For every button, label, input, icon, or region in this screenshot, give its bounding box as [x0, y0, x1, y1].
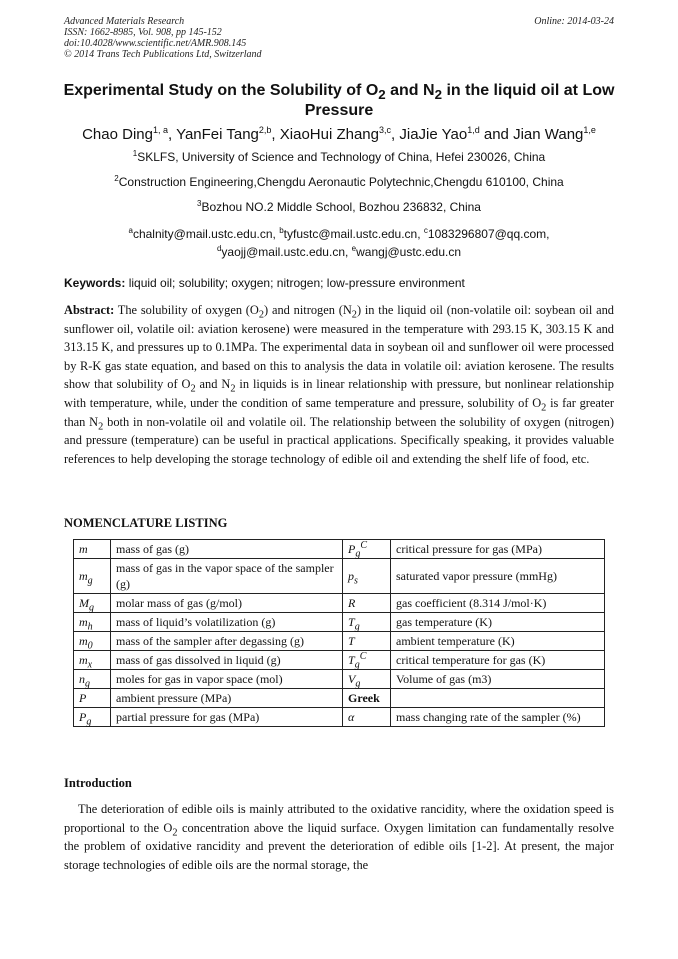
abstract-text: The solubility of oxygen (O	[114, 303, 259, 317]
description-cell: moles for gas in vapor space (mol)	[111, 670, 343, 689]
author-list	[40, 126, 638, 143]
symbol-cell	[343, 613, 391, 632]
table-row	[74, 632, 605, 651]
table-row	[74, 540, 605, 559]
description-cell: mass of liquid’s volatilization (g)	[111, 613, 343, 632]
aff-sup: 3	[197, 199, 202, 208]
keywords	[64, 276, 465, 290]
email-b[interactable]: tyfustc@mail.ustc.edu.cn,	[283, 227, 424, 241]
author-sup: 1,e	[583, 125, 596, 135]
symbol-sub: g	[87, 575, 93, 587]
abstract-text: in liquids is in linear relationship with pressure, but nonlinear relationship with temperature, while, under the condition of same temperature and pressure, solubility of O	[64, 377, 615, 410]
symbol: P	[348, 542, 356, 556]
symbol-cell	[343, 594, 391, 613]
table-row	[74, 689, 605, 708]
symbol-sub: s	[354, 575, 358, 587]
abstract-text: both in non-volatile oil and volatile oil. The relationship between the solubility of oxygen (nitrogen) and pressure (temperature) can be useful in practical applications. Specifically speaking, it provides valuable references to help developing the storage technology of edible oil and extending the shelf life of food, etc.	[64, 414, 614, 466]
author-name: Chao Ding	[82, 126, 153, 143]
symbol: P	[79, 710, 87, 724]
symbol: m	[79, 634, 88, 648]
symbol: V	[348, 672, 356, 686]
email-line-2	[40, 245, 638, 259]
journal-header	[64, 16, 614, 60]
symbol-sub: g	[86, 716, 92, 728]
author-sup: 2,b	[258, 125, 272, 135]
symbol: R	[348, 596, 356, 610]
email-sup: a	[128, 226, 133, 235]
author-sep: ,	[391, 126, 400, 143]
title-part: Experimental Study on the Solubility of O	[63, 82, 379, 99]
description-cell: gas coefficient (8.314 J/mol·K)	[391, 594, 605, 613]
symbol-cell	[74, 559, 111, 594]
intro-text: concentration above the liquid surface. Oxygen limitation can fundamentally resolve the problem of oxidative rancidity and prevent the deterioration of edible oils [1-2]. At present, the major storage technologies of edible oils are the normal storage, the	[64, 820, 614, 872]
abstract-text: ) in the liquid oil (non-volatile oil: soybean oil and sunflower oil, volatile oil: aviation kerosene) were measured in the temperature with 293.15 K, 303.15 K and 313.15 K, and pressures up to 0.1MPa. The experimental data in soybean oil and sunflower oil were processed by R-K gas state equation, and based on this to analysis the data in volatile oil: aviation kerosene. The results show that solubility of O	[64, 303, 614, 392]
symbol-sub: 0	[87, 640, 93, 652]
symbol: m	[79, 653, 88, 667]
abstract-sub: 2	[351, 309, 357, 321]
symbol-cell	[343, 559, 391, 594]
journal-issn: ISSN: 1662-8985, Vol. 908, pp 145-152	[64, 27, 222, 38]
symbol-cell	[74, 670, 111, 689]
symbol-sub: x	[87, 659, 93, 671]
description-cell: mass of the sampler after degassing (g)	[111, 632, 343, 651]
journal-doi: doi:10.4028/www.scientific.net/AMR.908.145	[64, 38, 247, 49]
aff-text: Construction Engineering,Chengdu Aeronautic Polytechnic,Chengdu 610100, China	[118, 175, 564, 189]
abstract-sub: 2	[258, 309, 265, 321]
description-cell: mass changing rate of the sampler (%)	[391, 708, 605, 727]
abstract-label: Abstract:	[64, 303, 115, 317]
email-e[interactable]: wangj@ustc.edu.cn	[356, 245, 462, 259]
nomenclature-body	[74, 540, 605, 727]
symbol-cell	[74, 708, 111, 727]
journal-info	[64, 16, 614, 60]
symbol-sub: g	[355, 678, 361, 690]
keywords-text: liquid oil; solubility; oxygen; nitrogen; low-pressure environment	[125, 276, 465, 290]
symbol: m	[79, 615, 88, 629]
symbol: α	[348, 710, 355, 724]
symbol-cell	[74, 540, 111, 559]
table-row	[74, 708, 605, 727]
symbol-cell	[343, 632, 391, 651]
description-cell: Volume of gas (m3)	[391, 670, 605, 689]
intro-text: The deterioration of edible oils is mainly attributed to the oxidative rancidity, where the oxidation speed is proportional to the O	[64, 802, 614, 835]
aff-text: Bozhou NO.2 Middle School, Bozhou 236832, China	[201, 200, 481, 214]
table-row	[74, 613, 605, 632]
affiliation-2	[40, 175, 638, 189]
symbol: M	[79, 596, 89, 610]
symbol-sup: C	[359, 651, 367, 662]
table-row	[74, 651, 605, 670]
symbol: Greek	[348, 691, 380, 705]
description-cell: ambient pressure (MPa)	[111, 689, 343, 708]
intro-sub: 2	[172, 827, 178, 839]
table-row	[74, 559, 605, 594]
description-cell: saturated vapor pressure (mmHg)	[391, 559, 605, 594]
symbol: T	[348, 634, 355, 648]
email-c[interactable]: 1083296807@qq.com,	[427, 227, 550, 241]
online-date: Online: 2014-03-24	[534, 16, 614, 27]
title-subscript: 2	[434, 87, 442, 103]
title-part: and N	[385, 82, 435, 99]
paper-title	[60, 81, 618, 121]
author-sup: 1,d	[467, 125, 480, 135]
email-sup: b	[279, 226, 284, 235]
journal-name: Advanced Materials Research	[64, 16, 185, 27]
abstract-sub: 2	[541, 402, 547, 414]
symbol-cell	[74, 632, 111, 651]
table-row	[74, 594, 605, 613]
email-d[interactable]: yaojj@mail.ustc.edu.cn,	[221, 245, 352, 259]
symbol-sub: h	[87, 621, 93, 633]
symbol-cell	[343, 689, 391, 708]
abstract-text: is far greater than N	[64, 395, 614, 429]
symbol-sub: g	[354, 621, 360, 633]
abstract	[64, 301, 614, 468]
title-part: in the liquid oil at Low Pressure	[304, 82, 615, 119]
affiliation-3	[40, 200, 638, 214]
description-cell: mass of gas in the vapor space of the sampler (g)	[111, 559, 343, 594]
aff-text: SKLFS, University of Science and Technology of China, Hefei 230026, China	[137, 150, 546, 164]
description-cell: partial pressure for gas (MPa)	[111, 708, 343, 727]
symbol-sub: g	[354, 659, 360, 671]
abstract-sub: 2	[190, 383, 196, 395]
description-cell: ambient temperature (K)	[391, 632, 605, 651]
symbol: n	[79, 672, 85, 686]
author-name: YanFei Tang	[176, 126, 259, 143]
author-name: XiaoHui Zhang	[279, 126, 379, 143]
introduction-heading: Introduction	[64, 776, 132, 790]
abstract-text: ) and nitrogen (N	[264, 303, 352, 317]
description-cell: mass of gas dissolved in liquid (g)	[111, 651, 343, 670]
symbol-cell	[74, 689, 111, 708]
description-cell	[391, 689, 605, 708]
title-subscript: 2	[378, 87, 386, 103]
description-cell: molar mass of gas (g/mol)	[111, 594, 343, 613]
symbol-cell	[343, 651, 391, 670]
email-line-1	[40, 227, 638, 241]
abstract-sub: 2	[98, 421, 104, 433]
symbol-cell	[74, 613, 111, 632]
author-name: JiaJie Yao	[399, 126, 468, 143]
symbol: T	[348, 615, 355, 629]
introduction-text	[64, 800, 614, 874]
symbol: m	[79, 542, 88, 556]
symbol: P	[79, 691, 87, 705]
aff-sup: 2	[114, 174, 119, 183]
description-cell: critical temperature for gas (K)	[391, 651, 605, 670]
author-sep: and	[479, 126, 514, 143]
symbol: T	[348, 653, 355, 667]
abstract-text: and N	[195, 377, 231, 392]
symbol-cell	[343, 540, 391, 559]
symbol-sup: C	[360, 540, 368, 551]
author-sep: ,	[271, 126, 280, 143]
nomenclature-heading: NOMENCLATURE LISTING	[64, 516, 228, 530]
email-sup: e	[351, 244, 357, 253]
symbol-sub: g	[85, 678, 90, 690]
email-sup: d	[216, 244, 222, 253]
journal-copyright: © 2014 Trans Tech Publications Ltd, Switzerland	[64, 49, 262, 60]
keywords-label: Keywords:	[64, 276, 126, 290]
aff-sup: 1	[132, 149, 138, 158]
email-sup: c	[423, 226, 428, 235]
table-row	[74, 670, 605, 689]
abstract-sub: 2	[230, 383, 236, 395]
email-a[interactable]: chalnity@mail.ustc.edu.cn,	[132, 227, 280, 241]
symbol: p	[348, 569, 354, 583]
author-sep: ,	[167, 126, 177, 143]
nomenclature-table	[73, 539, 605, 727]
description-cell: mass of gas (g)	[111, 540, 343, 559]
symbol-cell	[343, 670, 391, 689]
author-sup: 3,c	[379, 125, 392, 135]
symbol-sub: g	[355, 548, 361, 560]
symbol-cell	[74, 594, 111, 613]
symbol-sub: g	[89, 602, 94, 614]
author-sup: 1, a	[152, 125, 168, 135]
affiliation-1	[40, 150, 638, 164]
symbol-cell	[74, 651, 111, 670]
author-name: Jian Wang	[513, 126, 584, 143]
description-cell: gas temperature (K)	[391, 613, 605, 632]
description-cell: critical pressure for gas (MPa)	[391, 540, 605, 559]
symbol-cell	[343, 708, 391, 727]
symbol: m	[79, 569, 88, 583]
